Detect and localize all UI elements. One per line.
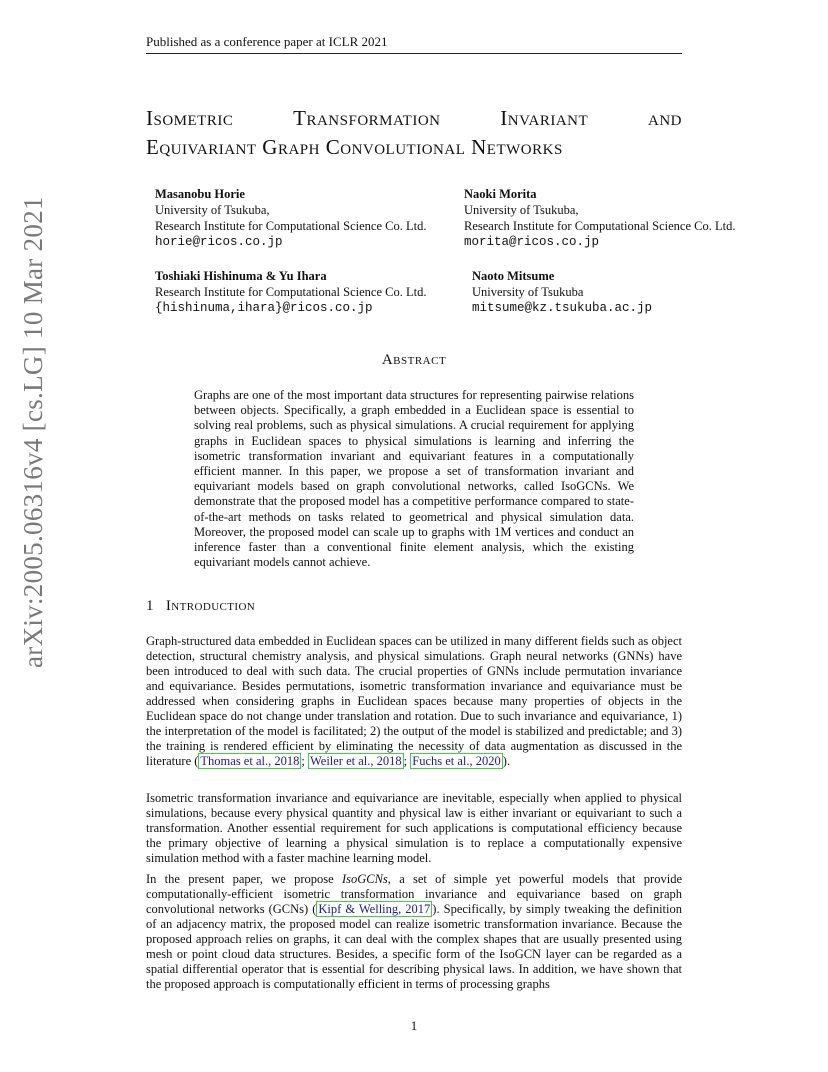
intro-paragraph-2: Isometric transformation invariance and equivariance are inevitable, especially when applied to physical simulations, because every physical quantity and physical law is either invariant or equivariant to such a transformation. Another essential requirement for such applications is computational efficiency because the primary objective of learning a physical simulation is to replace a computationally expensive simulation method with a faster machine learning model. — [146, 791, 682, 865]
title-line-1 — [146, 104, 682, 133]
section-number: 1 — [146, 598, 154, 614]
citation-link-thomas[interactable]: Thomas et al., 2018 — [200, 754, 300, 768]
intro-paragraph-1 — [146, 634, 682, 769]
author-affiliation: Research Institute for Computational Science Co. Ltd. — [464, 219, 736, 233]
citation-link-fuchs[interactable]: Fuchs et al., 2020 — [412, 754, 501, 768]
citation-link-kipf[interactable]: Kipf & Welling, 2017 — [318, 902, 431, 916]
author-name: Naoki Morita — [464, 187, 537, 201]
paragraph-text: ). — [502, 754, 511, 768]
arxiv-identifier[interactable]: arXiv:2005.06316v4 [cs.LG] 10 Mar 2021 — [18, 196, 48, 668]
abstract-heading: Abstract — [381, 352, 447, 368]
author-affiliation: University of Tsukuba, — [155, 203, 270, 217]
author-email[interactable]: {hishinuma,ihara}@ricos.co.jp — [155, 301, 373, 315]
abstract-text: Graphs are one of the most important data structures for representing pairwise relations between objects. Specifically, a graph embedded in a Euclidean space is essential to solving real problems, such as physical simulations. A crucial requirement for applying graphs in Euclidean spaces to physical simulations is learning and inferring the isometric transformation invariant and equivariant features in a computationally efficient manner. In this paper, we propose a set of transformation invariant and equivariant models based on graph convolutional networks, called IsoGCNs. We demonstrate that the proposed model has a competitive performance compared to state-of-the-art methods on tasks related to geometrical and physical simulation data. Moreover, the proposed model can scale up to graphs with 1M vertices and conduct an inference faster than a conventional finite element analysis, which the existing equivariant models cannot achieve. — [194, 388, 634, 570]
title-word: Transformation — [293, 106, 441, 130]
model-name: IsoGCNs — [341, 872, 388, 886]
paper-title — [146, 104, 682, 162]
title-word: Isometric — [146, 106, 234, 130]
author-email[interactable]: mitsume@kz.tsukuba.ac.jp — [472, 301, 653, 315]
author-horie — [155, 186, 455, 250]
author-email[interactable]: morita@ricos.co.jp — [464, 235, 600, 249]
paragraph-text: , a set of simple yet powerful models that provide computationally-efficient isometric transformation invariance and equivariance based on graph convolutional networks (GCNs) ( — [146, 872, 682, 916]
author-name: Naoto Mitsume — [472, 269, 555, 283]
title-word: and — [647, 106, 682, 130]
citation-separator: ; — [301, 754, 308, 768]
title-word: Invariant — [500, 106, 589, 130]
section-title: Introduction — [165, 598, 256, 614]
author-mitsume — [472, 268, 752, 316]
author-hishinuma-ihara — [155, 268, 465, 316]
section-heading-introduction — [146, 598, 255, 615]
author-affiliation: University of Tsukuba — [472, 285, 584, 299]
citation-link-weiler[interactable]: Weiler et al., 2018 — [309, 754, 402, 768]
author-morita — [464, 186, 774, 250]
title-line-2: Equivariant Graph Convolutional Networks — [146, 135, 563, 159]
paragraph-text: Graph-structured data embedded in Euclidean spaces can be utilized in many different fields such as object detection, structural chemistry analysis, and physical simulations. Graph neural networks (GNNs) have been introduced to deal with such data. The crucial properties of GNNs include permutation invariance and equivariance. Besides permutations, isometric transformation invariance and equivariance must be addressed when considering graphs in Euclidean spaces because many properties of objects in the Euclidean space do not change under translation and rotation. Due to such invariance and equivariance, 1) the interpretation of the model is facilitated; 2) the output of the model is stabilized and predictable; and 3) the training is rendered efficient by eliminating the necessity of data augmentation as discussed in the literature ( — [146, 634, 682, 768]
paragraph-text: ). Specifically, by simply tweaking the definition of an adjacency matrix, the proposed model can realize isometric transformation invariance. Because the proposed approach relies on graphs, it can deal with the complex shapes that are usually presented using mesh or point cloud data structures. Besides, a specific form of the IsoGCN layer can be regarded as a spatial differential operator that is essential for describing physical laws. In addition, we have shown that the proposed approach is computationally efficient in terms of processing graphs — [146, 902, 682, 991]
running-header: Published as a conference paper at ICLR 2021 — [146, 34, 682, 54]
author-affiliation: Research Institute for Computational Science Co. Ltd. — [155, 219, 427, 233]
author-name: Toshiaki Hishinuma & Yu Ihara — [155, 269, 327, 283]
paragraph-text: In the present paper, we propose — [146, 872, 342, 886]
author-email[interactable]: horie@ricos.co.jp — [155, 235, 283, 249]
author-affiliation: Research Institute for Computational Science Co. Ltd. — [155, 285, 427, 299]
author-affiliation: University of Tsukuba, — [464, 203, 579, 217]
author-name: Masanobu Horie — [155, 187, 245, 201]
intro-paragraph-3 — [146, 872, 682, 992]
citation-separator: ; — [403, 754, 411, 768]
page-number: 1 — [410, 1018, 418, 1033]
